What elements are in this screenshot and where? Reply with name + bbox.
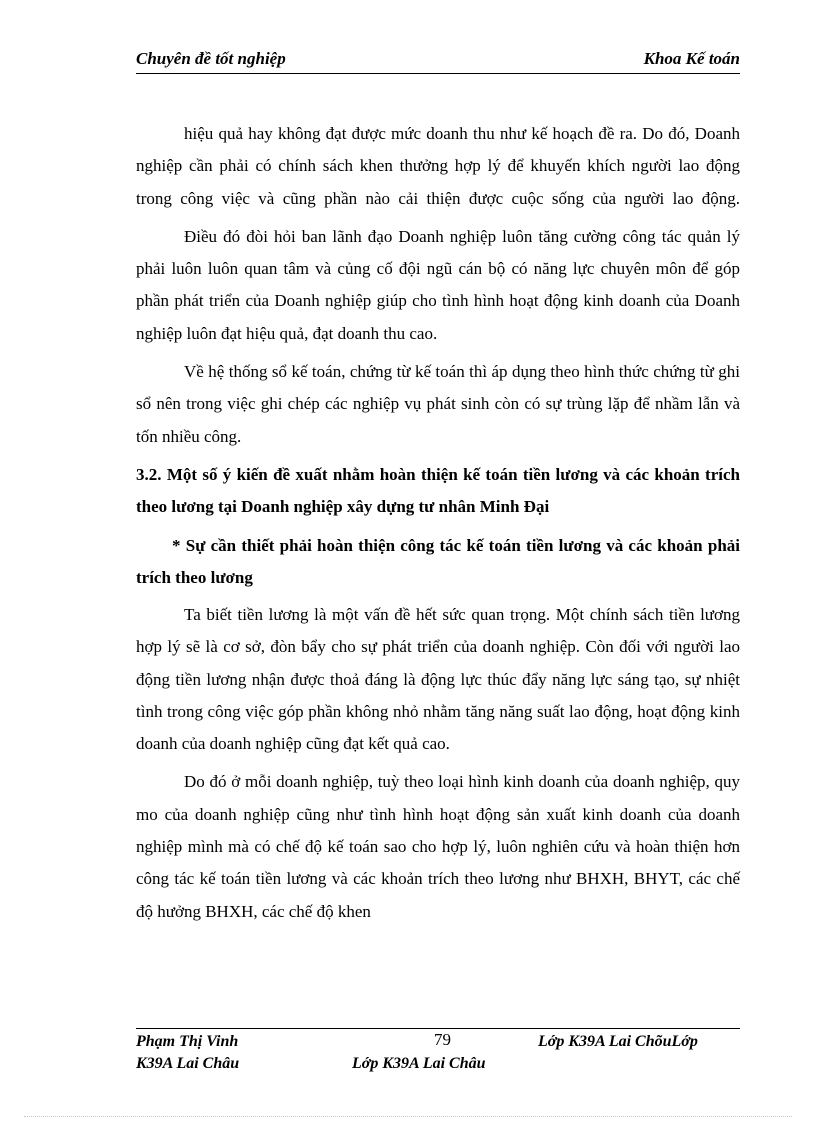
header-document-title: Chuyên đề tốt nghiệp (136, 49, 286, 68)
paragraph-1: hiệu quả hay không đạt được mức doanh thu như kế hoạch đề ra. Do đó, Doanh nghiệp cần phải có chính sách khen thưởng hợp lý để khuyến khích người lao động trong công việc và cũng phần nào cải thiện được cuộc sống của người lao động. (136, 124, 740, 208)
paragraph-2: Điều đó đòi hỏi ban lãnh đạo Doanh nghiệp luôn tăng cường công tác quản lý phải luôn luôn quan tâm và củng cố đội ngũ cán bộ có năng lực chuyên môn để góp phần phát triển của Doanh nghiệp giúp cho tình hình hoạt động kinh doanh của Doanh nghiệp luôn đạt hiệu quả, đạt doanh thu cao. (136, 226, 740, 343)
paragraph-3: Về hệ thống sổ kế toán, chứng từ kế toán thì áp dụng theo hình thức chứng từ ghi sổ nên trong việc ghi chép các nghiệp vụ phát sinh còn có sự trùng lặp để nhầm lẫn và tốn nhiều công. (136, 362, 740, 446)
page-header (136, 47, 740, 74)
page-body (136, 118, 740, 934)
page-bottom-border (24, 1116, 792, 1117)
header-department: Khoa Kế toán (643, 49, 740, 68)
footer-rule (136, 1028, 740, 1029)
page-number: 79 (434, 1030, 451, 1049)
footer-class-right: Lớp K39A Lai ChõuLớp (538, 1033, 698, 1050)
paragraph-4: Ta biết tiền lương là một vấn đề hết sức quan trọng. Một chính sách tiền lương hợp lý sẽ là cơ sở, đòn bẩy cho sự phát triển của doanh nghiệp. Còn đối với người lao động tiền lương nhận được thoả đáng là động lực thúc đẩy năng lực sáng tạo, sự nhiệt tình trong công việc góp phần không nhỏ nhằm tăng năng suất lao động, hoạt động kinh doanh của doanh nghiệp cũng đạt kết quả cao. (136, 604, 740, 754)
footer-class-left: K39A Lai Châu (136, 1055, 240, 1072)
footer-author: Phạm Thị Vinh (136, 1033, 239, 1050)
paragraph-5: Do đó ở mỗi doanh nghiệp, tuỳ theo loại hình kinh doanh của doanh nghiệp, quy mo của doanh nghiệp cũng như tình hình hoạt động sản xuất kinh doanh của doanh nghiệp mình mà có chế độ kế toán sao cho hợp lý, luôn nghiên cứu và hoàn thiện hơn công tác kế toán tiền lương và các khoản trích theo lương như BHXH, BHYT, các chế độ hưởng BHXH, các chế độ khen (136, 772, 740, 921)
footer-class-center: Lớp K39A Lai Châu (352, 1055, 486, 1072)
subsection-heading: * Sự cần thiết phải hoàn thiện công tác kế toán tiền lương và các khoản phải trích theo lương (136, 535, 740, 588)
section-heading: 3.2. Một số ý kiến đề xuất nhằm hoàn thiện kế toán tiền lương và các khoản trích theo lương tại Doanh nghiệp xây dựng tư nhân Minh Đại (136, 464, 740, 517)
